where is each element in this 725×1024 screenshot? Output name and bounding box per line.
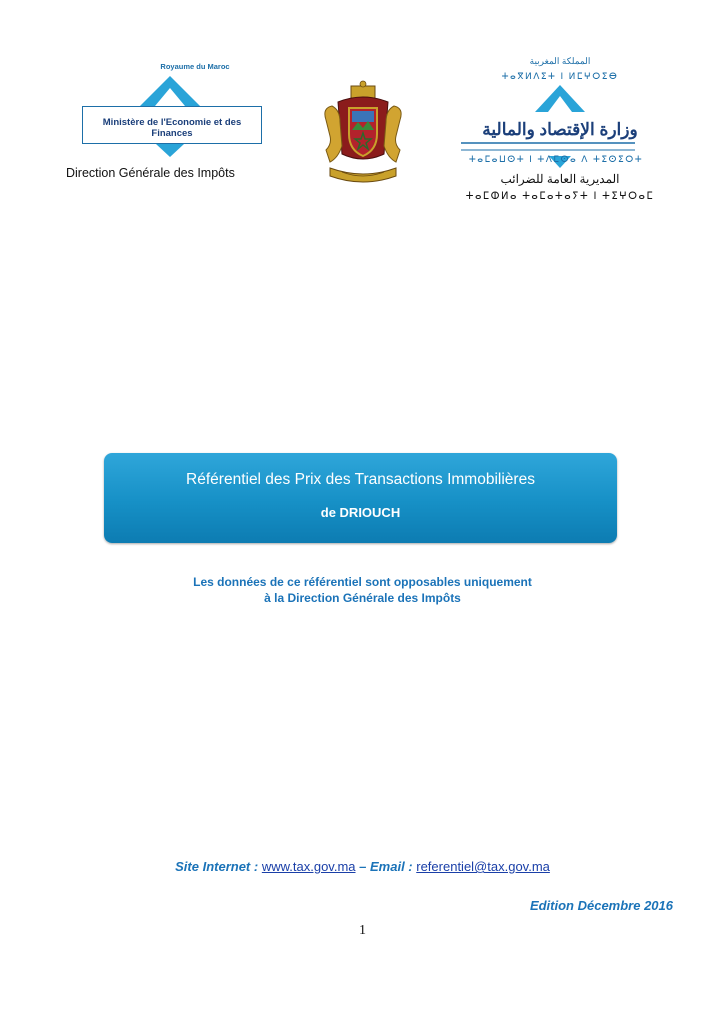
- site-link[interactable]: www.tax.gov.ma: [261, 859, 356, 874]
- tifinagh-ministry-label: ⵜⴰⵎⴰⵡⵙⵜ ⵏ ⵜⴷⵎⵙⴰ ⴷ ⵜⵉⵙⵉⵔⵜ: [468, 154, 644, 164]
- kingdom-label: Royaume du Maroc: [160, 62, 230, 71]
- contact-line: [60, 859, 665, 874]
- arabic-directorate-label: المديرية العامة للضرائب: [500, 172, 620, 186]
- directorate-label: Direction Générale des Impôts: [66, 166, 235, 180]
- document-title: Référentiel des Prix des Transactions Immobilières: [186, 471, 535, 488]
- left-logo: [60, 62, 260, 188]
- notice-line-1: Les données de ce référentiel sont opposables uniquement: [193, 575, 532, 589]
- arabic-kingdom-label: المملكة المغربية: [529, 56, 591, 66]
- contact-separator: –: [359, 859, 367, 874]
- tifinagh-directorate-label: ⵜⴰⵎⵀⵍⴰ ⵜⴰⵎⴰⵜⴰⵢⵜ ⵏ ⵜⵉⵖⵔⴰⵎ: [465, 191, 655, 202]
- arabic-ministry-label: وزارة الإقتصاد والمالية: [482, 120, 638, 139]
- document-subtitle: de DRIOUCH: [320, 505, 401, 520]
- edition-label: Edition Décembre 2016: [529, 898, 673, 913]
- ministry-label: Ministère de l'Economie et des Finances: [102, 117, 242, 139]
- email-label: Email :: [370, 859, 413, 874]
- tifinagh-kingdom-label: ⵜⴰⴳⵍⴷⵉⵜ ⵏ ⵍⵎⵖⵔⵉⴱ: [501, 71, 619, 81]
- page-number: 1: [359, 923, 366, 938]
- notice-line-2: à la Direction Générale des Impôts: [264, 591, 461, 605]
- right-logo: [455, 56, 665, 208]
- email-link[interactable]: referentiel@tax.gov.ma: [416, 859, 550, 874]
- opposability-notice: [120, 574, 605, 606]
- title-banner: [104, 453, 617, 543]
- coat-of-arms-icon: [318, 80, 408, 190]
- site-label: Site Internet :: [175, 859, 259, 874]
